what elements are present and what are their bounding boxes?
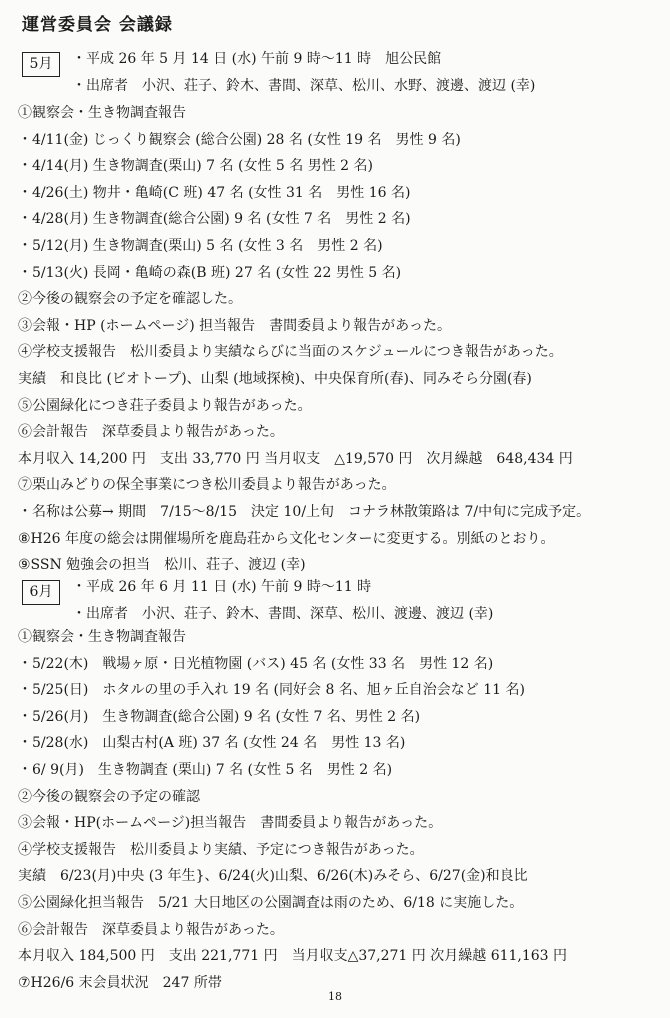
minutes-line: ①観察会・生き物調査報告 — [18, 105, 186, 121]
minutes-line: ③会報・HP (ホームページ) 担当報告 書間委員より報告があった。 — [18, 317, 452, 334]
minutes-line: ・5/25(日) ホタルの里の手入れ 19 名 (同好会 8 名、旭ヶ丘自治会など 11 名) — [18, 682, 525, 699]
minutes-line: ④学校支援報告 松川委員より実績、予定につき報告があった。 — [18, 841, 424, 858]
meeting-date: ・平成 26 年 6 月 11 日 (水) 午前 9 時〜11 時 — [72, 579, 372, 595]
minutes-line: 実績 和良比 (ビオトープ)、山梨 (地域探検)、中央保育所(春)、同みそら分園(春) — [18, 370, 532, 387]
minutes-line: ・6/ 9(月) 生き物調査 (栗山) 7 名 (女性 5 名 男性 2 名) — [18, 761, 393, 778]
minutes-line: ・4/28(月) 生き物調査(総合公園) 9 名 (女性 7 名 男性 2 名) — [18, 211, 411, 228]
minutes-body-may — [18, 100, 590, 579]
minutes-line: ・5/12(月) 生き物調査(栗山) 5 名 (女性 3 名 男性 2 名) — [18, 237, 383, 254]
meeting-info-june — [72, 574, 493, 628]
minutes-line: ・4/26(土) 物井・亀崎(C 班) 47 名 (女性 31 名 男性 16 名) — [18, 184, 411, 201]
minutes-line: ⑦H26/6 末会員状況 247 所帯 — [18, 974, 222, 991]
minutes-line: ・4/14(月) 生き物調査(栗山) 7 名 (女性 5 名 男性 2 名) — [18, 158, 373, 175]
minutes-line: ⑤公園緑化担当報告 5/21 大日地区の公園調査は雨のため、6/18 に実施した。 — [18, 894, 524, 911]
page-number: 18 — [328, 990, 342, 1003]
minutes-line: 本月収入 184,500 円 支出 221,771 円 当月収支△37,271 円 次月繰越 611,163 円 — [18, 948, 568, 965]
minutes-line: ・5/22(木) 戦場ヶ原・日光植物園 (バス) 45 名 (女性 33 名 男性 12 名) — [18, 655, 494, 672]
minutes-line: ⑦栗山みどりの保全事業につき松川委員より報告があった。 — [18, 477, 396, 494]
attendees: ・出席者 小沢、荘子、鈴木、書間、深草、松川、水野、渡邊、渡辺 (幸) — [72, 78, 536, 94]
month-label-june: 6月 — [22, 580, 60, 605]
minutes-line: ①観察会・生き物調査報告 — [18, 629, 186, 645]
minutes-line: ・名称は公募→ 期間 7/15〜8/15 決定 10/上旬 コナラ林散策路は 7/中旬に完成予定。 — [18, 503, 591, 520]
minutes-line: ⑥会計報告 深草委員より報告があった。 — [18, 921, 284, 938]
month-label-may: 5月 — [22, 52, 60, 77]
minutes-line: 本月収入 14,200 円 支出 33,770 円 当月収支 △19,570 円 次月繰越 648,434 円 — [18, 450, 573, 467]
minutes-body-june — [18, 624, 567, 996]
minutes-line: ・5/28(水) 山梨古村(A 班) 37 名 (女性 24 名 男性 13 名) — [18, 735, 406, 752]
page-title: 運営委員会 会議録 — [22, 15, 173, 35]
meeting-info-may — [72, 46, 535, 100]
minutes-line: ②今後の観察会の予定を確認した。 — [18, 291, 242, 308]
minutes-line: ⑧H26 年度の総会は開催場所を鹿島荘から文化センターに変更する。別紙のとおり。 — [18, 530, 555, 547]
minutes-line: ⑤公園緑化につき荘子委員より報告があった。 — [18, 397, 312, 414]
minutes-line: ⑥会計報告 深草委員より報告があった。 — [18, 424, 284, 441]
minutes-line: ・4/11(金) じっくり観察会 (総合公園) 28 名 (女性 19 名 男性 9 名) — [18, 131, 461, 148]
minutes-line: ②今後の観察会の予定の確認 — [18, 788, 200, 805]
minutes-line: ③会報・HP(ホームページ)担当報告 書間委員より報告があった。 — [18, 815, 443, 832]
minutes-line: 実績 6/23(月)中央 (3 年生}、6/24(火)山梨、6/26(木)みそら、6/27(金)和良比 — [18, 868, 528, 885]
minutes-line: ⑨SSN 勉強会の担当 松川、荘子、渡辺 (幸) — [18, 557, 306, 574]
meeting-date: ・平成 26 年 5 月 14 日 (水) 午前 9 時〜11 時 旭公民館 — [72, 51, 442, 67]
attendees: ・出席者 小沢、荘子、鈴木、書間、深草、松川、渡邊、渡辺 (幸) — [72, 606, 494, 622]
minutes-line: ④学校支援報告 松川委員より実績ならびに当面のスケジュールにつき報告があった。 — [18, 344, 563, 361]
minutes-line: ・5/26(月) 生き物調査(総合公園) 9 名 (女性 7 名、男性 2 名) — [18, 708, 421, 725]
minutes-line: ・5/13(火) 長岡・亀崎の森(B 班) 27 名 (女性 22 男性 5 名) — [18, 264, 402, 281]
